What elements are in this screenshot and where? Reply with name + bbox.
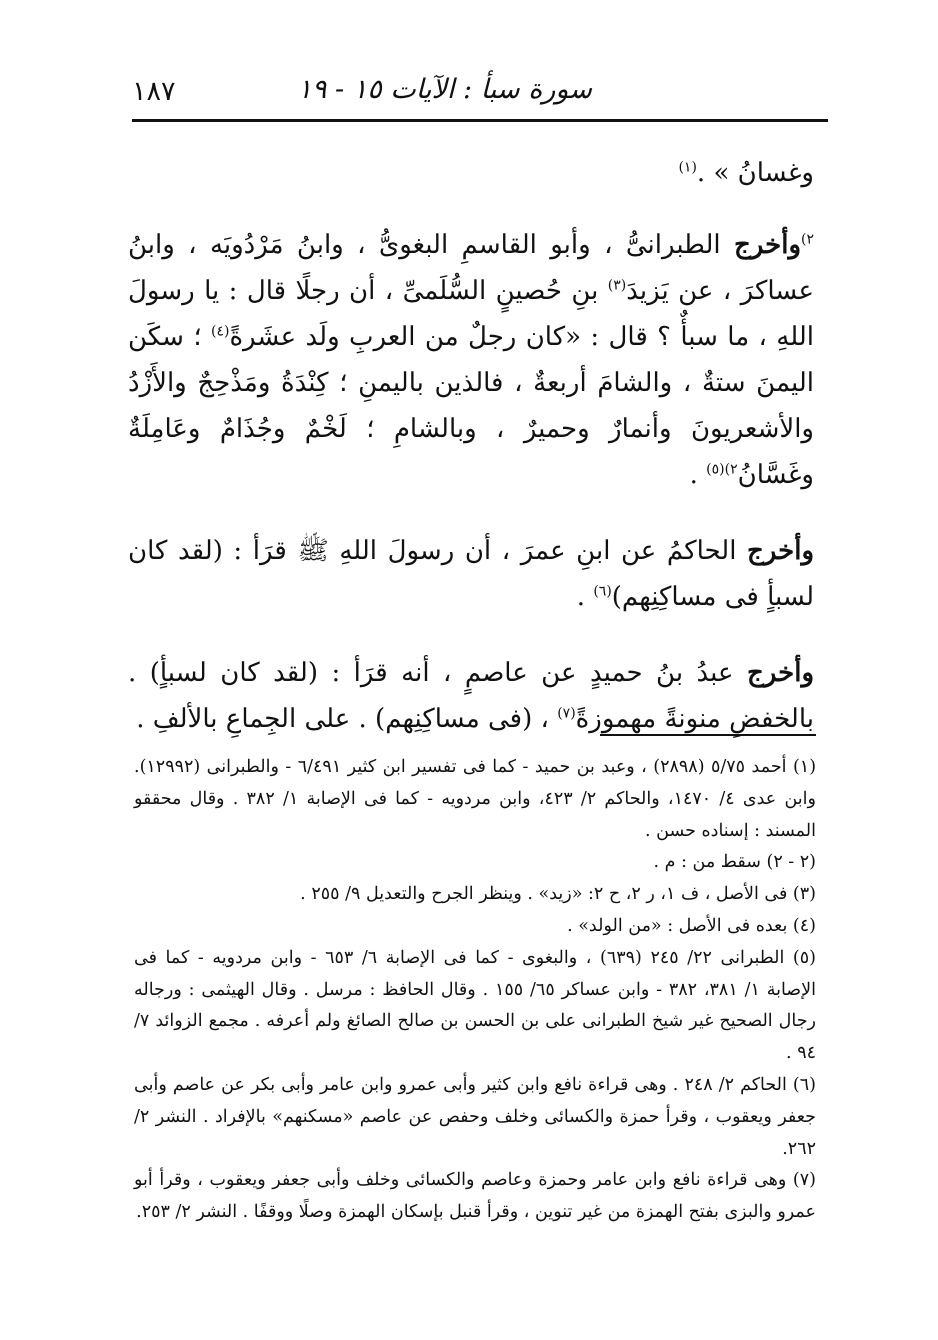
- p2-text-3: ؛ سكَن اليمنَ ستةٌ ، والشامَ أربعةٌ ، فالذين باليمنِ ؛ كِنْدَةُ ومَذْحِجٌ والأَزْدُ والأشعريونَ وأنمارٌ وحميرٌ ، وبالشامِ ؛ لَخْمٌ وجُذَامٌ وعَامِلَةٌ وغَسَّانُ: [128, 322, 814, 490]
- p2-text-4: .: [689, 460, 707, 490]
- paragraph-4: [128, 650, 814, 742]
- footnote-ref-7: (٧): [557, 705, 576, 722]
- p2-lead-word: وأخرج: [734, 230, 801, 260]
- footnote-4: (٤) بعده فى الأصل : «من الولد» .: [567, 915, 816, 936]
- footnote-7: (٧) وهى قراءة نافع وابن عامر وحمزة وعاصم والكسائى وخلف وأبى جعفر ويعقوب ، وقرأ أبو عمرو والبزى بفتح الهمزة من غير تنوين ، وقرأ قنبل بإسكان الهمزة وصلًا ووقفًا . النشر ٢/ ٢٥٣.: [134, 1170, 816, 1223]
- p3-text-1: الحاكمُ عن ابنِ عمرَ ، أن رسولَ اللهِ ﷺ قرَأ : (لقد كان لسبأٍ فى مساكِنِهم): [128, 536, 814, 612]
- paragraph-3: [128, 528, 814, 620]
- p4-text-2: ، (فى مساكِنِهم) . على الجِماعِ بالألفِ .: [136, 704, 558, 734]
- footnote-ref-6: (٦): [593, 583, 612, 600]
- footnote-ref-5: ٢)(٥): [706, 461, 738, 478]
- paragraph-2: [128, 222, 814, 498]
- page-header: [132, 70, 822, 114]
- main-text: [128, 150, 814, 772]
- page-number: ١٨٧: [132, 76, 176, 107]
- running-title: سورة سبأ : الآيات ١٥ - ١٩: [297, 74, 592, 105]
- header-rule: [132, 119, 828, 122]
- p4-text-1: عبدُ بنُ حميدٍ عن عاصمٍ ، أنه قرَأ : (لقد كان لسبأٍ) . بالخفضِ منونةً مهموزةً: [128, 658, 814, 734]
- footnote-separator: [600, 734, 816, 736]
- paragraph-1: [128, 150, 814, 196]
- footnote-3: (٣) فى الأصل ، ف ١، ر ٢، ح ٢: «زيد» . وينظر الجرح والتعديل ٩/ ٢٥٥ .: [300, 884, 816, 905]
- p1-text: وغسانُ » .: [696, 158, 814, 188]
- footnote-2: (٢ - ٢) سقط من : م .: [653, 852, 816, 873]
- p2-text-1: الطبرانىُّ ، وأبو القاسمِ البغوىُّ ، وابنُ مَرْدُويَه ، وابنُ عساكرَ ، عن يَزيدَ: [128, 230, 814, 306]
- footnote-ref-1: (١): [678, 159, 697, 176]
- footnotes: [134, 752, 816, 1229]
- footnote-ref-2-open: ٢): [801, 231, 814, 248]
- footnote-5: (٥) الطبرانى ٢٢/ ٢٤٥ (٦٣٩) ، والبغوى - كما فى الإصابة ٦/ ٦٥٣ - وابن مردويه - كما فى الإصابة ١/ ٣٨١، ٣٨٢ - وابن عساكر ٦٥/ ١٥٥ . وقال الحافظ : مرسل . وقال الهيثمى : ورجاله رجال الصحيح غير شيخ الطبرانى على بن الحسن بن صالح الصائغ ولم أعرفه . مجمع الزوائد ٧/ ٩٤ .: [134, 947, 816, 1064]
- p3-text-2: .: [576, 582, 594, 612]
- p3-lead-word: وأخرج: [747, 536, 814, 566]
- footnote-ref-4: (٤): [210, 323, 230, 340]
- footnote-ref-3: (٣): [607, 277, 627, 294]
- p4-lead-word: وأخرج: [747, 658, 814, 688]
- footnote-1: (١) أحمد ٥/٧٥ (٢٨٩٨) ، وعبد بن حميد - كما فى تفسير ابن كثير ٦/٤٩١ - والطبرانى (١٢٩٩٢). وابن عدى ٤/ ١٤٧٠، والحاكم ٢/ ٤٢٣، وابن مردويه - كما فى الإصابة ١/ ٣٨٢ . وقال محققو المسند : إسناده حسن .: [134, 757, 817, 841]
- p2-text-2: بنِ حُصينٍ السُّلَمىِّ ، أن رجلًا قال : يا رسولَ اللهِ ، ما سبأٌ ؟ قال : «كان رجلٌ من العربِ ولَد عشَرةً: [128, 276, 814, 352]
- footnote-6: (٦) الحاكم ٢/ ٢٤٨ . وهى قراءة نافع وابن كثير وأبى عمرو وابن عامر وأبى بكر عن عاصم وأبى جعفر ويعقوب ، وقرأ حمزة والكسائى وخلف وحفص عن عاصم «مسكنهم» بالإفراد . النشر ٢/ ٢٦٢.: [134, 1074, 816, 1159]
